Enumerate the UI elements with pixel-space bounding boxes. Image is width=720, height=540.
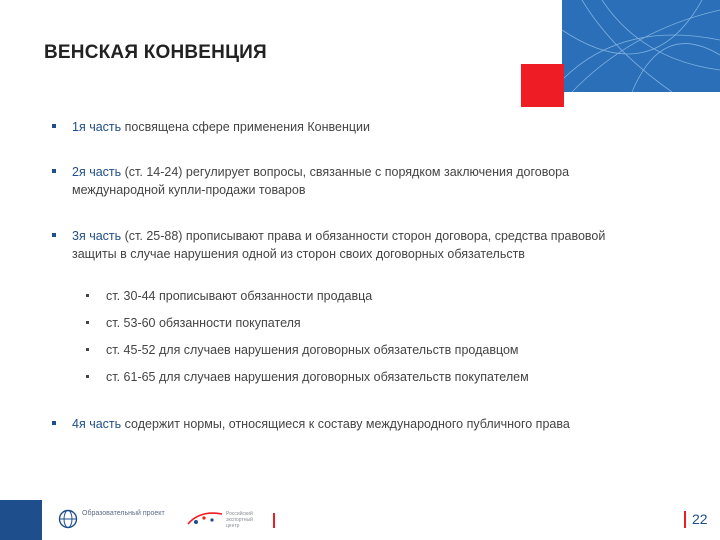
part-label: 2я часть: [72, 165, 122, 179]
item-text: (ст. 14-24) регулирует вопросы, связанные с порядком заключения договора международной купли-продажи товаров: [72, 165, 570, 197]
part-label: 3я часть: [72, 229, 122, 243]
globe-icon: [58, 509, 78, 529]
slide-title: ВЕНСКАЯ КОНВЕНЦИЯ: [44, 42, 267, 63]
sub-bullet-icon: [86, 348, 89, 351]
decorative-red-square: [521, 64, 564, 107]
decorative-blue-pattern: [562, 0, 720, 92]
page-number: 22: [692, 511, 708, 527]
export-center-icon: [186, 508, 226, 530]
sub-item-text: ст. 61-65 для случаев нарушения договорных обязательств покупателем: [106, 370, 529, 384]
logo-text: Российский экспортный центр: [226, 511, 253, 529]
bullet-icon: [52, 421, 56, 425]
part-label: 4я часть: [72, 417, 122, 431]
export-center-logo: [186, 506, 266, 534]
bullet-icon: [52, 233, 56, 237]
bullet-icon: [52, 169, 56, 173]
bullet-icon: [52, 124, 56, 128]
sub-item-text: ст. 30-44 прописывают обязанности продавца: [106, 289, 373, 303]
sub-item-text: ст. 45-52 для случаев нарушения договорных обязательств продавцом: [106, 343, 519, 357]
sub-bullet-icon: [86, 321, 89, 324]
sub-bullet-icon: [86, 294, 89, 297]
logo-text: Образовательный проект: [82, 510, 165, 517]
education-project-logo: [58, 506, 168, 534]
part-label: 1я часть: [72, 120, 122, 134]
footer-bar: [0, 500, 42, 540]
sub-bullet-icon: [86, 375, 89, 378]
footer-divider: [273, 513, 275, 528]
page-number-divider: [684, 511, 686, 528]
item-text: посвящена сфере применения Конвенции: [121, 120, 371, 134]
item-text: (ст. 25-88) прописывают права и обязанности сторон договора, средства правовой защиты в случае нарушения одной из сторон своих договорных обязательств: [72, 229, 606, 261]
sub-item-text: ст. 53-60 обязанности покупателя: [106, 316, 301, 330]
item-text: содержит нормы, относящиеся к составу международного публичного права: [121, 417, 570, 431]
